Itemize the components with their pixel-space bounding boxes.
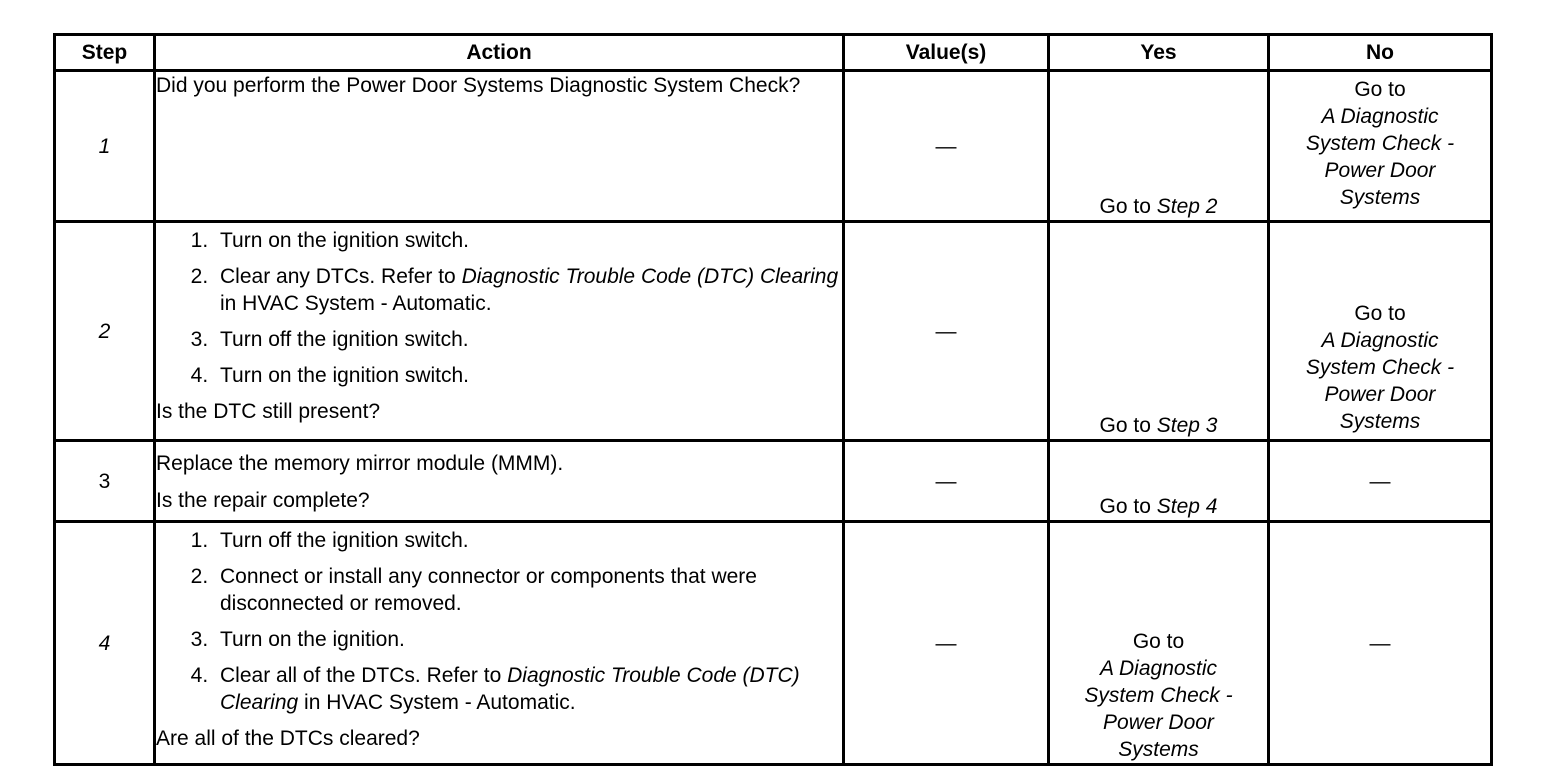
value-cell: —	[844, 522, 1049, 765]
no-link[interactable]: A Diagnostic System Check - Power Door Systems	[1305, 105, 1455, 209]
value-cell: —	[844, 71, 1049, 222]
header-action: Action	[155, 35, 844, 71]
diagnostic-table	[53, 33, 1493, 766]
no-cell	[1269, 222, 1492, 441]
no-cell: —	[1269, 441, 1492, 522]
action-step: 1. Turn off the ignition switch.	[214, 527, 842, 554]
yes-cell	[1049, 441, 1269, 522]
step-number: 1	[55, 71, 155, 222]
yes-link[interactable]: Step 2	[1156, 195, 1218, 218]
yes-cell	[1049, 222, 1269, 441]
action-cell	[155, 441, 844, 522]
action-cell	[155, 71, 844, 222]
step-number: 3	[55, 441, 155, 522]
action-step: 2. Connect or install any connector or components that were disconnected or removed.	[214, 563, 842, 617]
yes-prefix: Go to	[1099, 495, 1157, 518]
table-row	[55, 441, 1492, 522]
action-text: Replace the memory mirror module (MMM).	[156, 452, 564, 475]
reference-link[interactable]: Diagnostic Trouble Code (DTC) Clearing	[461, 265, 839, 288]
action-step: 1. Turn on the ignition switch.	[214, 227, 842, 254]
yes-prefix: Go to	[1099, 414, 1157, 437]
action-question: Is the DTC still present?	[156, 400, 381, 423]
header-step: Step	[55, 35, 155, 71]
action-step: 3. Turn on the ignition.	[214, 626, 842, 653]
yes-link[interactable]: Step 3	[1156, 414, 1218, 437]
no-prefix: Go to	[1354, 302, 1406, 325]
action-cell	[155, 222, 844, 441]
no-cell	[1269, 71, 1492, 222]
yes-cell	[1049, 71, 1269, 222]
step-number: 4	[55, 522, 155, 765]
action-cell	[155, 522, 844, 765]
yes-prefix: Go to	[1132, 630, 1185, 653]
table-row	[55, 71, 1492, 222]
yes-link[interactable]: Step 4	[1156, 495, 1218, 518]
yes-prefix: Go to	[1099, 195, 1157, 218]
action-step: 4. Clear all of the DTCs. Refer to Diagnostic Trouble Code (DTC) Clearing in HVAC System - Automatic.	[214, 662, 842, 716]
value-cell: —	[844, 222, 1049, 441]
action-step: 4. Turn on the ignition switch.	[214, 362, 842, 389]
step-number: 2	[55, 222, 155, 441]
table-row	[55, 522, 1492, 765]
no-cell: —	[1269, 522, 1492, 765]
yes-cell	[1049, 522, 1269, 765]
table-row	[55, 222, 1492, 441]
action-question: Is the repair complete?	[156, 489, 370, 512]
header-no: No	[1269, 35, 1492, 71]
action-step: 3. Turn off the ignition switch.	[214, 326, 842, 353]
no-prefix: Go to	[1354, 78, 1406, 101]
header-yes: Yes	[1049, 35, 1269, 71]
no-link[interactable]: A Diagnostic System Check - Power Door Systems	[1305, 329, 1455, 433]
action-steps	[156, 527, 842, 716]
action-question: Are all of the DTCs cleared?	[156, 727, 420, 750]
value-cell: —	[844, 441, 1049, 522]
header-row	[55, 35, 1492, 71]
action-text: Did you perform the Power Door Systems Diagnostic System Check?	[156, 74, 801, 97]
reference-link[interactable]: Diagnostic Trouble Code (DTC) Clearing	[220, 664, 800, 714]
action-steps	[156, 227, 842, 389]
yes-link[interactable]: A Diagnostic System Check - Power Door Systems	[1084, 657, 1233, 761]
action-step: 2. Clear any DTCs. Refer to Diagnostic Trouble Code (DTC) Clearing in HVAC System - Automatic.	[214, 263, 842, 317]
header-values: Value(s)	[844, 35, 1049, 71]
